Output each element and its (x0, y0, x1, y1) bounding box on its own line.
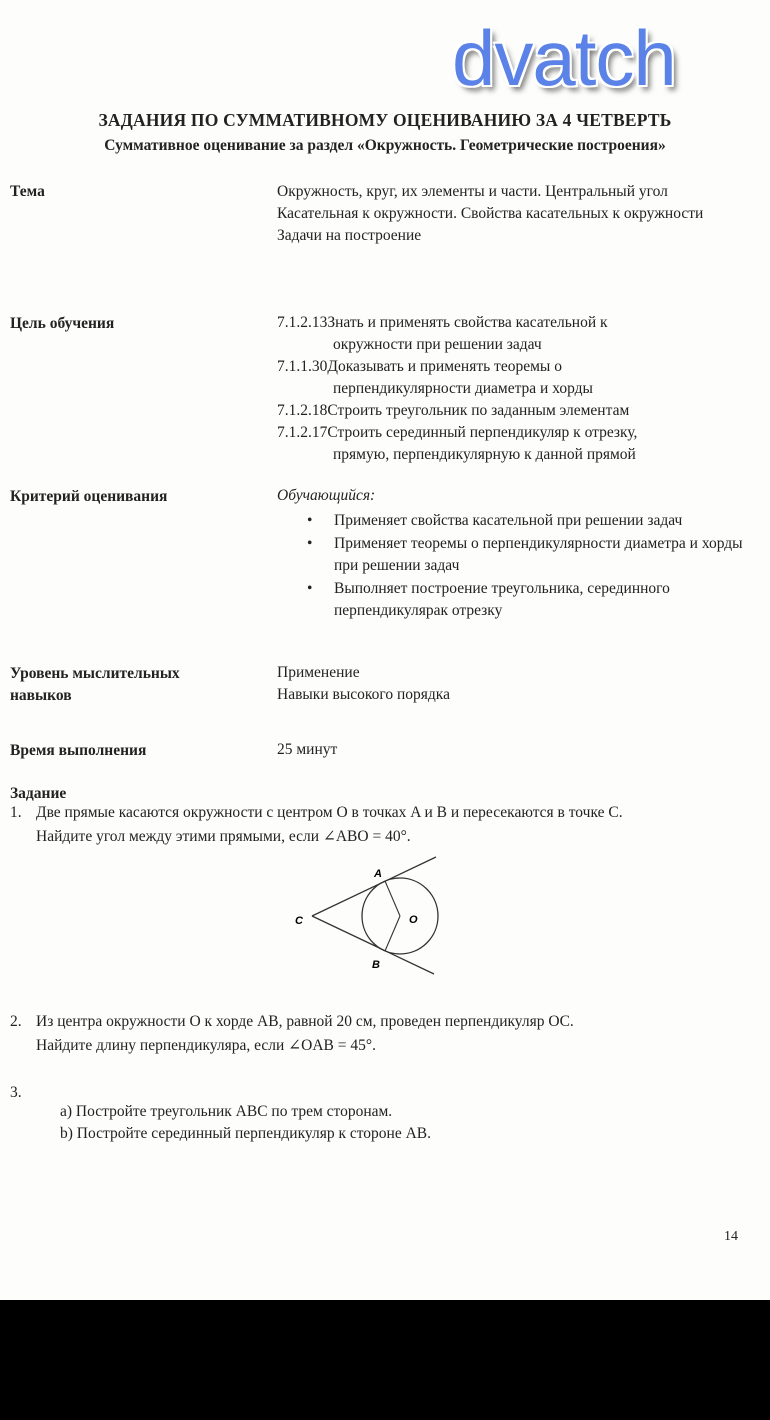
task-text: Из центра окружности O к хорде AB, равной 20 см, проведен перпендикуляр OC. (36, 1013, 574, 1030)
radius-oa (385, 881, 400, 916)
criteria-item: • Применяет свойства касательной при решении задач (277, 510, 747, 532)
skills-label-line: навыков (10, 687, 72, 704)
task-number: 2. (10, 1013, 22, 1030)
objective-code: 7.1.2.13 (277, 314, 328, 331)
point-b-label: B (372, 959, 380, 971)
objective-code: 7.1.2.18 (277, 402, 328, 419)
topic-line: Окружность, круг, их элементы и части. Центральный угол (277, 183, 668, 200)
objective-text-cont: перпендикулярности диаметра и хорды (333, 380, 593, 397)
objective-text: Доказывать и применять теоремы о (327, 358, 562, 375)
time-label: Время выполнения (10, 742, 147, 759)
watermark-logo: dvatch (452, 14, 676, 102)
skills-line: Применение (277, 664, 360, 681)
point-c-label: C (295, 915, 303, 927)
document-subtitle: Суммативное оценивание за раздел «Окружность. Геометрические построения» (104, 137, 666, 154)
topic-value (277, 181, 747, 247)
point-o-label: O (409, 914, 418, 926)
point-a-label: A (374, 868, 382, 880)
tangent-circle-figure (288, 855, 458, 980)
task-text: Найдите угол между этими прямыми, если ∠ABO = 40°. (36, 828, 411, 845)
criteria-label: Критерий оценивания (10, 488, 168, 505)
task-1 (10, 801, 760, 849)
radius-ob (385, 916, 400, 951)
topic-label: Тема (10, 183, 45, 200)
objective-code: 7.1.1.30 (277, 358, 328, 375)
task-number: 1. (10, 804, 22, 821)
tasks-heading: Задание (10, 785, 67, 802)
objective-code: 7.1.2.17 (277, 424, 328, 441)
objective-text: Знать и применять свойства касательной к (327, 314, 608, 331)
objective-text-cont: окружности при решении задач (333, 336, 542, 353)
objective-text: Строить серединный перпендикуляр к отрезку, (327, 424, 638, 441)
task-number: 3. (10, 1084, 22, 1101)
criteria-item: • Выполняет построение треугольника, серединного перпендикулярак отрезку (277, 578, 747, 622)
objective-list (277, 312, 747, 466)
criteria-item: • Применяет теоремы о перпендикулярности диаметра и хорды при решении задач (277, 533, 747, 577)
criteria-list (277, 510, 747, 622)
task-text: Две прямые касаются окружности с центром O в точках A и B и пересекаются в точке C. (36, 804, 623, 821)
document-title: ЗАДАНИЯ ПО СУММАТИВНОМУ ОЦЕНИВАНИЮ ЗА 4 ЧЕТВЕРТЬ (98, 110, 672, 130)
objective-item (277, 356, 747, 400)
tangent-line-ca (312, 857, 436, 916)
time-value: 25 минут (277, 741, 338, 758)
criteria-intro: Обучающийся: (277, 487, 376, 504)
objective-item (277, 400, 747, 422)
task-text: Найдите длину перпендикуляра, если ∠OAB = 45°. (36, 1037, 376, 1054)
task-3b: b) Постройте серединный перпендикуляр к стороне AB. (60, 1125, 432, 1142)
objective-item (277, 312, 747, 356)
objective-item (277, 422, 747, 466)
skills-label-line: Уровень мыслительных (10, 665, 180, 682)
topic-line: Касательная к окружности. Свойства касательных к окружности (277, 205, 704, 222)
task-3a: a) Постройте треугольник ABC по трем сторонам. (60, 1103, 393, 1120)
skills-line: Навыки высокого порядка (277, 686, 450, 703)
objective-label: Цель обучения (10, 315, 115, 332)
page-number: 14 (724, 1229, 738, 1244)
skills-value (277, 662, 747, 706)
objective-text-cont: прямую, перпендикулярную к данной прямой (333, 446, 636, 463)
topic-line: Задачи на построение (277, 227, 422, 244)
criteria-block (277, 485, 747, 623)
objective-text: Строить треугольник по заданным элементам (327, 402, 630, 419)
task-2 (10, 1010, 760, 1058)
skills-label (10, 663, 180, 707)
